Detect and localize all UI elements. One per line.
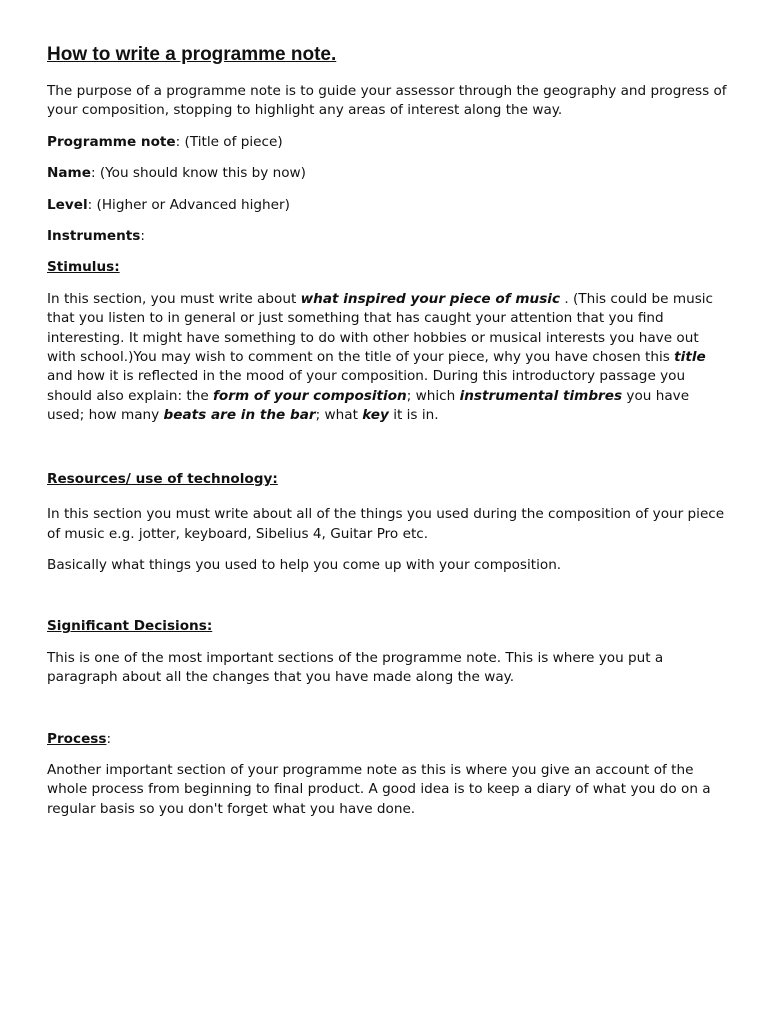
process-heading-suffix: : (106, 730, 112, 747)
emphasis-text: form of your composition (213, 387, 407, 404)
decisions-paragraph: This is one of the most important sections of the programme note. This is where you put a paragraph about all the changes that you have made along the way. (47, 649, 664, 686)
text-run: and how it is reflected in the mood of your composition. During this introductory passage you should also explain: the (47, 368, 686, 404)
field-instruments (47, 227, 727, 246)
text-run: . (This could be music that you listen to in general or just something that has caught your attention that you find interesting. It might have something to do with other hobbies or musical interests you have out with school.)You may wish to comment on the title of your piece, why you have chosen this (47, 290, 714, 366)
decisions-heading: Significant Decisions: (47, 618, 213, 635)
document-page (47, 42, 727, 831)
field-value: : (You should know this by now) (90, 165, 306, 182)
field-level (47, 196, 727, 215)
text-run: ; what (315, 407, 363, 424)
process-paragraph: Another important section of your programme note as this is where you give an account of the whole process from beginning to final product. A good idea is to keep a diary of what you do on a regular basis so you don't forget what you have done. (47, 761, 711, 817)
emphasis-text: instrumental timbres (459, 387, 623, 404)
resources-paragraph-1: In this section you must write about all of the things you used during the composition of your piece of music e.g. jotter, keyboard, Sibelius 4, Guitar Pro etc. (47, 506, 725, 542)
stimulus-paragraph (47, 290, 727, 426)
text-run: you have used; how many (47, 387, 690, 424)
field-programme-note (47, 133, 727, 152)
field-name (47, 164, 727, 183)
spacer (47, 700, 727, 730)
spacer (47, 587, 727, 617)
text-run: ; which (406, 387, 460, 404)
stimulus-heading: Stimulus: (47, 259, 120, 276)
field-value: : (Higher or Advanced higher) (87, 196, 290, 213)
resources-heading: Resources/ use of technology: (47, 470, 278, 487)
field-label: Instruments (47, 228, 141, 245)
text-run: it is in. (388, 407, 439, 424)
process-heading: Process (47, 730, 107, 747)
emphasis-text: what inspired your piece of music (300, 290, 561, 307)
field-label: Name (47, 165, 91, 182)
emphasis-text: title (674, 349, 706, 366)
field-value: : (140, 228, 145, 245)
resources-paragraph-2: Basically what things you used to help you come up with your composition. (47, 556, 562, 573)
spacer (47, 438, 727, 470)
field-label: Programme note (47, 133, 176, 150)
process-heading-row (47, 730, 727, 749)
emphasis-text: key (362, 407, 389, 424)
text-run: In this section, you must write about (47, 290, 301, 307)
emphasis-text: beats are in the bar (163, 407, 316, 424)
document-title: How to write a programme note. (47, 44, 337, 65)
intro-paragraph: The purpose of a programme note is to guide your assessor through the geography and progress of your composition, stopping to highlight any areas of interest along the way. (47, 83, 727, 119)
field-value: : (Title of piece) (175, 133, 283, 150)
field-label: Level (47, 196, 88, 213)
